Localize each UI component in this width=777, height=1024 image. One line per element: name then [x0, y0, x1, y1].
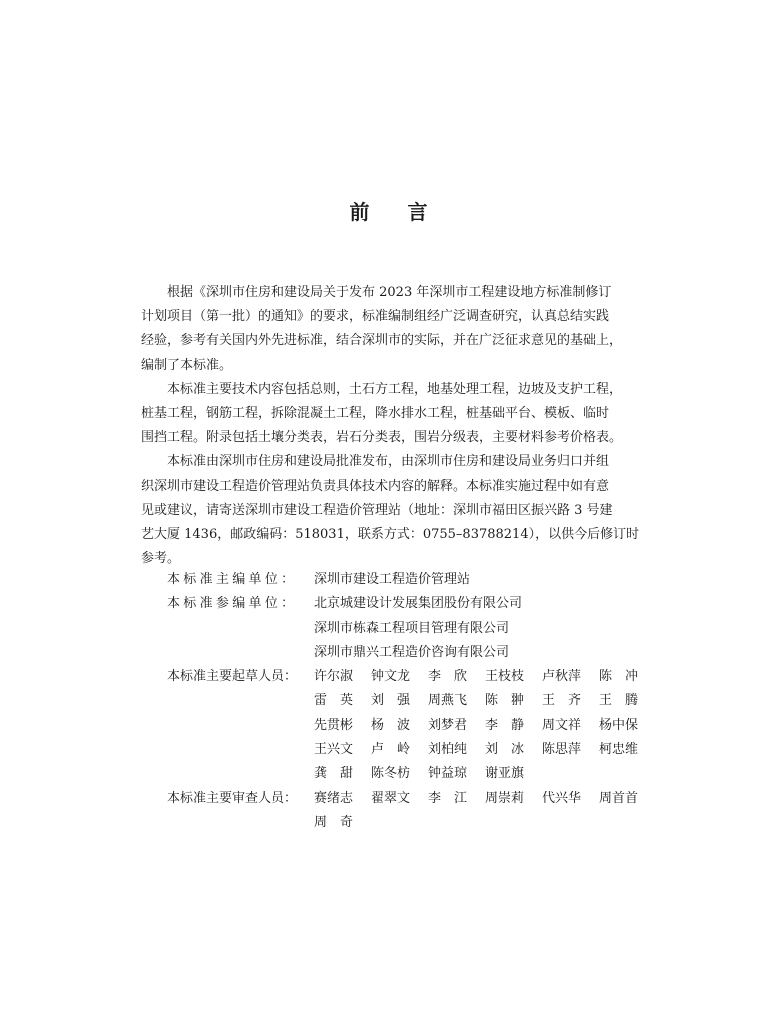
- person-name: 李 欣: [428, 669, 468, 685]
- person-name: 赛绪志: [314, 790, 354, 806]
- text-line: 经验，参考有关国内外先进标准，结合深圳市的实际，并在广泛征求意见的基础上，: [141, 333, 623, 349]
- person-name: 陈 冲: [599, 669, 639, 685]
- person-name: 雷 英: [314, 693, 354, 709]
- person-name: 翟翠文: [371, 790, 411, 806]
- person-name: 周文祥: [542, 717, 582, 733]
- person-name: 周 奇: [314, 814, 354, 830]
- participating-unit: 深圳市鼎兴工程造价咨询有限公司: [314, 644, 510, 660]
- credits-block: [141, 568, 661, 835]
- paragraph-1: [141, 281, 661, 378]
- participating-unit: 深圳市栋森工程项目管理有限公司: [314, 620, 510, 636]
- paragraph-3: [141, 450, 661, 571]
- text-line: 桩基工程，钢筋工程，拆除混凝土工程，降水排水工程，桩基础平台、模板、临时: [141, 406, 610, 422]
- reviewers-label: 本标准主要审查人员：: [167, 790, 298, 806]
- person-name: 周首首: [599, 790, 639, 806]
- text-line: 见或建议，请寄送深圳市建设工程造价管理站（地址：深圳市福田区振兴路 3 号建: [141, 502, 613, 518]
- title-char-1: 前: [349, 200, 370, 224]
- text-line: 本标准主要技术内容包括总则，土石方工程，地基处理工程，边坡及支护工程，: [167, 381, 623, 397]
- person-name: 许尔淑: [314, 669, 354, 685]
- person-name: 钟益琼: [428, 766, 468, 782]
- title-char-2: 言: [407, 200, 428, 224]
- person-name: 王枝枝: [485, 669, 525, 685]
- text-line: 艺大厦 1436，邮政编码：518031，联系方式：0755–83788214），以供今后修订时: [141, 527, 640, 543]
- person-name: 卢 岭: [371, 742, 411, 758]
- person-name: 龚 甜: [314, 766, 354, 782]
- text-line: 计划项目（第一批）的通知》的要求，标准编制组经广泛调查研究，认真总结实践: [141, 309, 610, 325]
- person-name: 李 静: [485, 717, 525, 733]
- reviewers-names: [314, 787, 661, 836]
- participating-unit: 北京城建设计发展集团股份有限公司: [314, 596, 523, 612]
- text-line: 编制了本标准。: [141, 357, 233, 373]
- participating-row: [141, 592, 661, 665]
- text-line: 织深圳市建设工程造价管理站负责具体技术内容的解释。本标准实施过程中如有意: [141, 478, 610, 494]
- person-name: 先贯彬: [314, 717, 354, 733]
- person-name: 陈思萍: [542, 742, 582, 758]
- person-name: 杨中保: [599, 717, 639, 733]
- person-name: 陈 翀: [485, 693, 525, 709]
- person-name: 刘 冰: [485, 742, 525, 758]
- drafters-names: [314, 665, 661, 786]
- person-name: 王 齐: [542, 693, 582, 709]
- chief-editor-label: 本标准主编单位：: [167, 572, 298, 587]
- text-line: 围挡工程。附录包括土壤分类表，岩石分类表，围岩分级表，主要材料参考价格表。: [141, 430, 623, 446]
- person-name: 刘柏纯: [428, 742, 468, 758]
- person-name: 钟文龙: [371, 669, 411, 685]
- page-title: [0, 196, 777, 225]
- person-name: 王兴文: [314, 742, 354, 758]
- participating-label: 本标准参编单位：: [167, 596, 298, 612]
- preface-body: [141, 281, 661, 571]
- chief-editor-value: 深圳市建设工程造价管理站: [314, 572, 471, 587]
- person-name: 陈冬枋: [371, 766, 411, 782]
- person-name: 周燕飞: [428, 693, 468, 709]
- person-name: 王 腾: [599, 693, 639, 709]
- text-line: 根据《深圳市住房和建设局关于发布 2023 年深圳市工程建设地方标准制修订: [167, 285, 612, 300]
- text-line: 参考。: [141, 551, 181, 567]
- paragraph-2: [141, 378, 661, 451]
- person-name: 杨 波: [371, 717, 411, 733]
- drafters-label: 本标准主要起草人员：: [167, 669, 298, 685]
- drafters-row: [141, 665, 661, 786]
- person-name: 刘梦君: [428, 717, 468, 733]
- reviewers-row: [141, 787, 661, 836]
- person-name: 卢秋萍: [542, 669, 582, 685]
- text-line: 本标准由深圳市住房和建设局批准发布，由深圳市住房和建设局业务归口并组: [167, 454, 610, 470]
- person-name: 周崇莉: [485, 790, 525, 806]
- person-name: 柯忠维: [599, 742, 639, 758]
- person-name: 李 江: [428, 790, 468, 806]
- person-name: 刘 强: [371, 693, 411, 709]
- chief-editor-row: [141, 568, 661, 592]
- person-name: 代兴华: [542, 790, 582, 806]
- person-name: 谢亚旗: [485, 766, 525, 782]
